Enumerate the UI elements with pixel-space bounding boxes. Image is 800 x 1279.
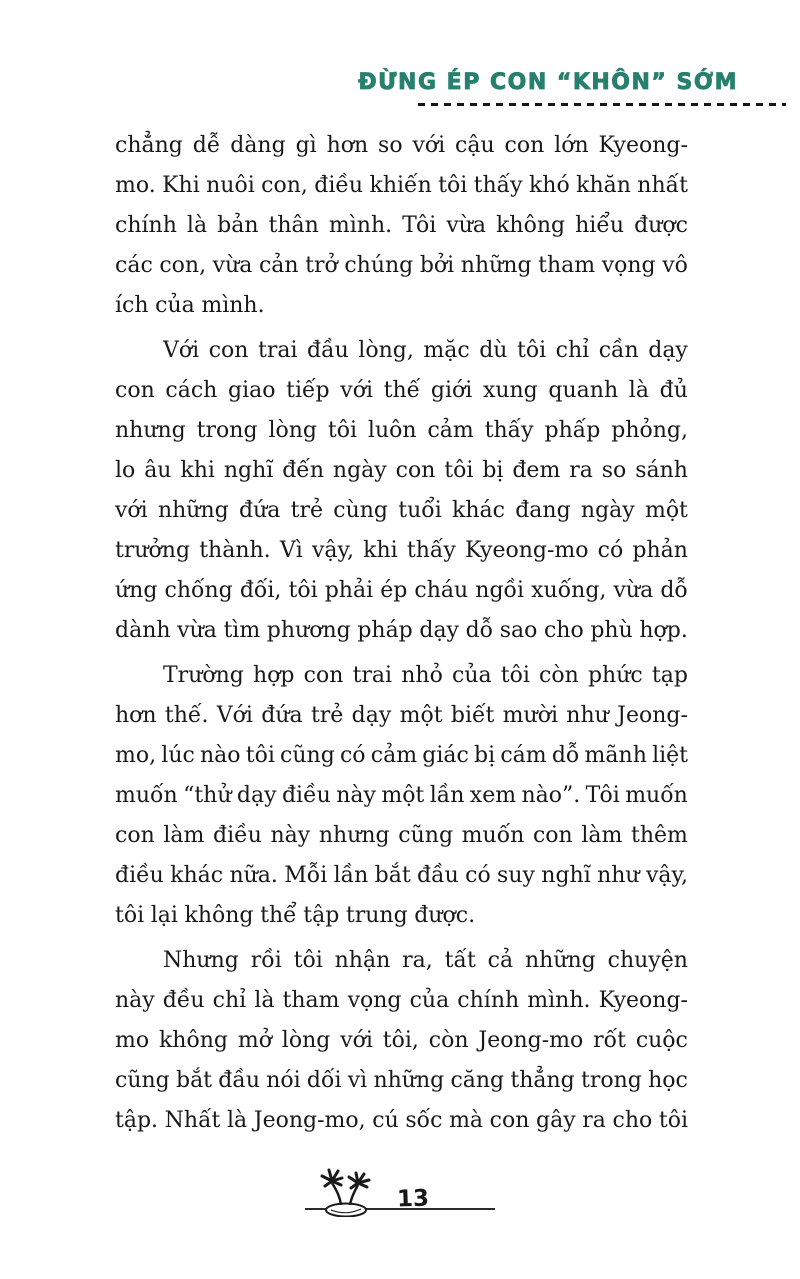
text-line: hơn thế. Với đứa trẻ dạy một biết mười như Jeong-	[115, 703, 688, 728]
text-line: ích của mình.	[115, 293, 265, 318]
text-line: chẳng dễ dàng gì hơn so với cậu con lớn Kyeong-	[115, 133, 688, 158]
paragraph	[115, 331, 688, 651]
dashed-rule	[418, 103, 786, 106]
text-line: cũng bắt đầu nói dối vì những căng thẳng trong học	[115, 1068, 688, 1093]
page-number: 13	[396, 1185, 430, 1213]
page-footer	[305, 1160, 495, 1224]
text-line: với những đứa trẻ cùng tuổi khác đang ngày một	[115, 498, 688, 523]
text-line: tôi lại không thể tập trung được.	[115, 903, 476, 928]
paragraph	[115, 656, 688, 936]
body-text	[115, 126, 688, 1146]
text-line: các con, vừa cản trở chúng bởi những tham vọng vô	[115, 253, 688, 278]
island-palm-trees-icon	[319, 1165, 373, 1217]
text-line: con làm điều này nhưng cũng muốn con làm thêm	[115, 823, 688, 848]
text-line: nhưng trong lòng tôi luôn cảm thấy phấp phỏng,	[115, 418, 688, 443]
text-line: Trường hợp con trai nhỏ của tôi còn phức tạp	[163, 663, 688, 688]
text-line: ứng chống đối, tôi phải ép cháu ngồi xuống, vừa dỗ	[115, 578, 688, 603]
text-line: dành vừa tìm phương pháp dạy dỗ sao cho phù hợp.	[115, 618, 688, 643]
text-line: này đều chỉ là tham vọng của chính mình. Kyeong-	[115, 988, 688, 1013]
text-line: muốn “thử dạy điều này một lần xem nào”. Tôi muốn	[115, 783, 688, 808]
text-line: tập. Nhất là Jeong-mo, cú sốc mà con gây ra cho tôi	[115, 1108, 688, 1133]
text-line: mo không mở lòng với tôi, còn Jeong-mo rốt cuộc	[115, 1028, 688, 1053]
running-title: ĐỪNG ÉP CON “KHÔN” SỚM	[358, 70, 738, 95]
paragraph	[115, 126, 688, 326]
text-line: lo âu khi nghĩ đến ngày con tôi bị đem ra so sánh	[115, 458, 688, 483]
text-line: chính là bản thân mình. Tôi vừa không hiểu được	[115, 213, 688, 238]
paragraph	[115, 941, 688, 1141]
text-line: mo, lúc nào tôi cũng có cảm giác bị cám dỗ mãnh liệt	[115, 743, 688, 768]
text-line: Nhưng rồi tôi nhận ra, tất cả những chuyện	[163, 948, 688, 973]
text-line: mo. Khi nuôi con, điều khiến tôi thấy khó khăn nhất	[115, 173, 688, 198]
text-line: điều khác nữa. Mỗi lần bắt đầu có suy nghĩ như vậy,	[115, 863, 688, 888]
text-line: trưởng thành. Vì vậy, khi thấy Kyeong-mo có phản	[115, 538, 688, 563]
text-line: con cách giao tiếp với thế giới xung quanh là đủ	[115, 378, 688, 403]
text-line: Với con trai đầu lòng, mặc dù tôi chỉ cần dạy	[163, 338, 688, 363]
